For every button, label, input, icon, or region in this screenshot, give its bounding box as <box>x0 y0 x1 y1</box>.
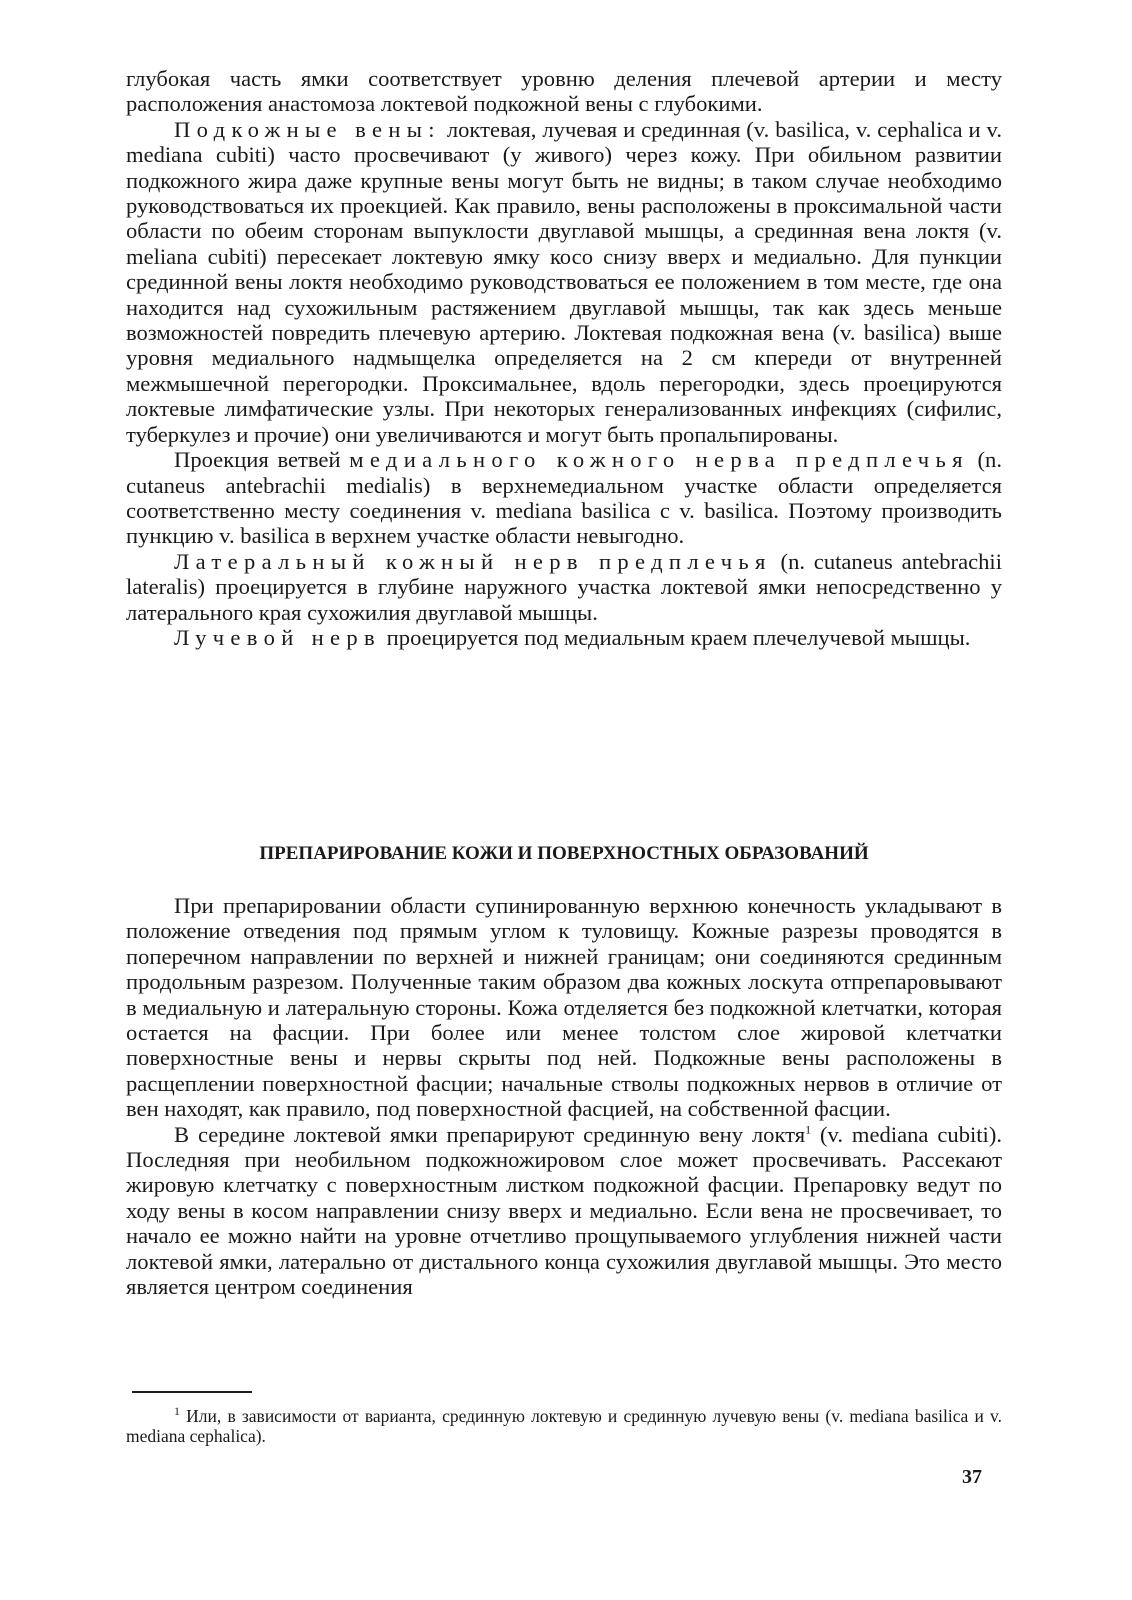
paragraph-text: (n. cutaneus antebrachii lateralis) проецируется в глубине наружного участка локтевой ямки непосредственно у латерального края сухожилия двуглавой мышцы. <box>126 548 1002 625</box>
spaced-term: Лучевой нерв <box>174 624 382 650</box>
paragraph-medial-cutaneous-nerve <box>126 447 1002 549</box>
section-text-block <box>126 893 1002 1300</box>
paragraph-superficial-veins <box>126 117 1002 447</box>
spaced-term: медиального кожного нерва предплечья <box>349 447 969 473</box>
section-heading: ПРЕПАРИРОВАНИЕ КОЖИ И ПОВЕРХНОСТНЫХ ОБРАЗОВАНИЙ <box>259 843 869 864</box>
page-number: 37 <box>962 1466 982 1488</box>
paragraph-1: глубокая часть ямки соответствует уровню деления плечевой артерии и месту расположения анастомоза локтевой подкожной вены с глубокими. <box>126 66 1002 117</box>
paragraph-text: (v. mediana cubiti). Последняя при необильном подкожножировом слое может просвечивать. Рассекают жировую клетчатку с поверхностным листком подкожной фасции. Препаровку ведут по ходу вены в косом направлении снизу вверх и медиально. Если вена не просвечивает, то начало ее можно найти на уровне отчетливо прощупываемого углубления нижней части локтевой ямки, латерально от дистального конца сухожилия двуглавой мышцы. Это место является центром соединения <box>126 1121 1002 1300</box>
paragraph-text: проецируется под медиальным краем плечелучевой мышцы. <box>381 624 971 650</box>
spaced-term: Латеральный кожный нерв предплечья <box>174 548 772 574</box>
spaced-term: Подкожные вены: <box>174 116 441 142</box>
paragraph-text: локтевая, лучевая и срединная (v. basilica, v. cephalica и v. mediana cubiti) часто просвечивают (у живого) через кожу. При обильном развитии подкожного жира даже крупные вены могут быть не видны; в таком случае необходимо руководствоваться их проекцией. Как правило, вены расположены в проксимальной части области по обеим сторонам выпуклости двуглавой мышцы, а срединная вена локтя (v. meliana cubiti) пересекает локтевую ямку косо снизу вверх и медиально. Для пункции срединной вены локтя необходимо руководствоваться ее положением в том месте, где она находится над сухожильным растяжением двуглавой мышцы, так как здесь меньше возможностей повредить плечевую артерию. Локтевая подкожная вена (v. basilica) выше уровня медиального надмыщелка определяется на 2 см кпереди от внутренней межмышечной перегородки. Проксимальнее, вдоль перегородки, здесь проецируются локтевые лимфатические узлы. При некоторых генерализованных инфекциях (сифилис, туберкулез и прочие) они увеличиваются и могут быть пропальпированы. <box>126 116 1002 447</box>
paragraph-text: (n. cutaneus antebrachii medialis) в верхнемедиальном участке области определяется соответственно месту соединения v. mediana basilica с v. basilica. Поэтому производить пункцию v. basilica в верхнем участке области невыгодно. <box>126 447 1002 549</box>
main-text-block <box>126 66 1002 650</box>
paragraph-lead: Проекция ветвей <box>174 447 350 473</box>
paragraph-radial-nerve <box>126 625 1002 650</box>
footnote-reference: 1 <box>805 1122 812 1137</box>
footnote-divider <box>132 1391 252 1393</box>
footnote-mark: 1 <box>174 1404 180 1419</box>
footnote <box>126 1406 1002 1446</box>
paragraph-preparation: При препарировании области супинированную верхнюю конечность укладывают в положение отведения под прямым углом к туловищу. Кожные разрезы проводятся в поперечном направлении по верхней и нижней границам; они соединяются срединным продольным разрезом. Полученные таким образом два кожных лоскута отпрепаровывают в медиальную и латеральную стороны. Кожа отделяется без подкожной клетчатки, которая остается на фасции. При более или менее толстом слое жировой клетчатки поверхностные вены и нервы скрыты под ней. Подкожные вены расположены в расщеплении поверхностной фасции; начальные стволы подкожных нервов в отличие от вен находят, как правило, под поверхностной фасцией, на собственной фасции. <box>126 893 1002 1122</box>
paragraph-text: В середине локтевой ямки препарируют срединную вену локтя <box>174 1121 806 1147</box>
footnote-text: Или, в зависимости от варианта, срединную локтевую и срединную лучевую вены (v. mediana basilica и v. mediana cephalica). <box>126 1406 1002 1446</box>
paragraph-median-vein <box>126 1122 1002 1300</box>
paragraph-lateral-cutaneous-nerve <box>126 549 1002 625</box>
